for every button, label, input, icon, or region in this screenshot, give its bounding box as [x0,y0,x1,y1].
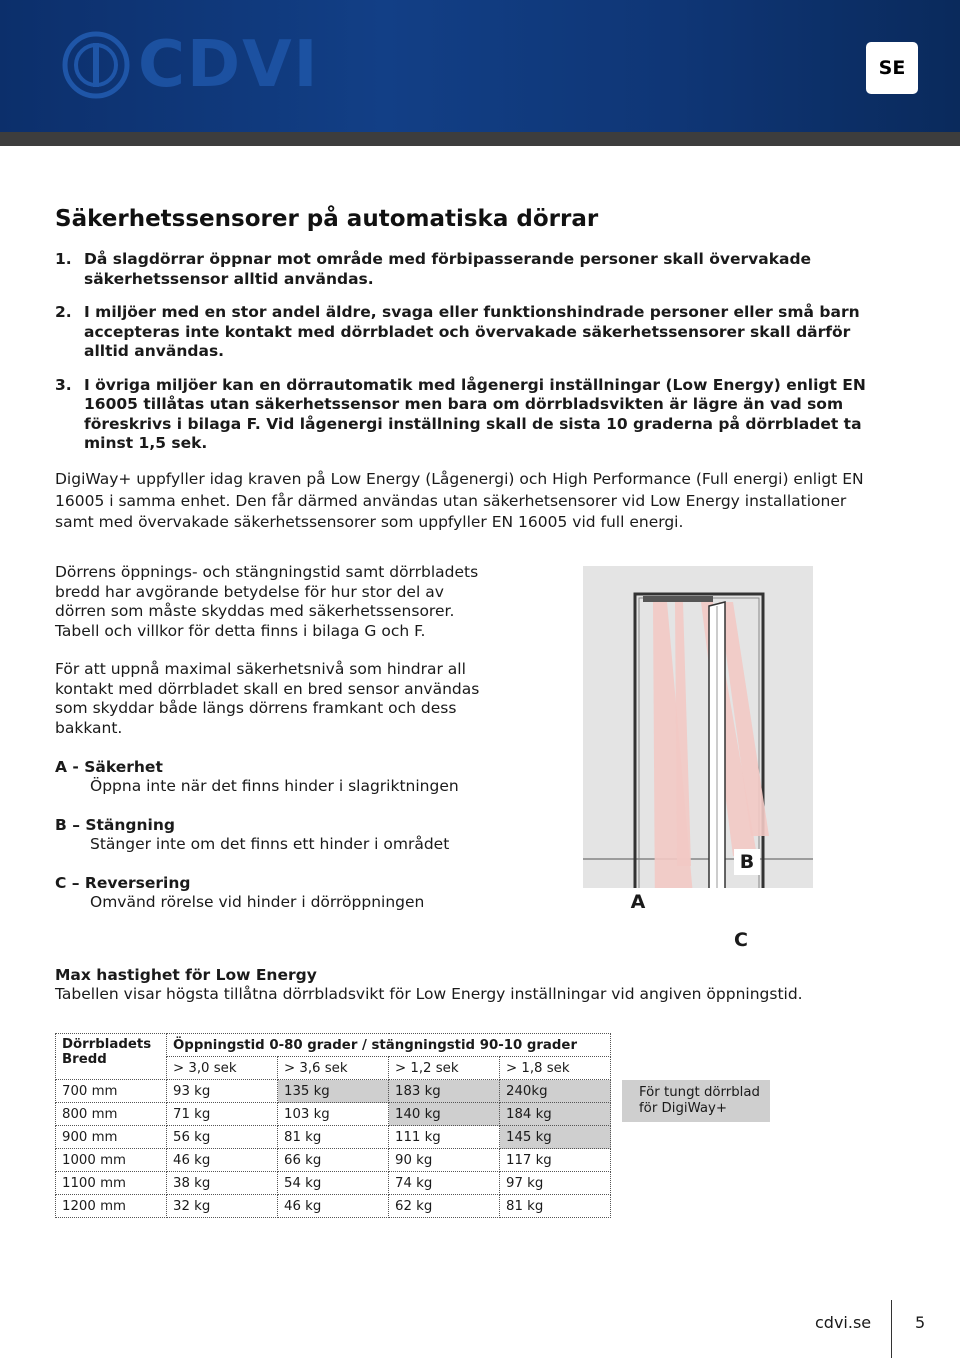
list-item: 1. Då slagdörrar öppnar mot område med förbipasserande personer skall övervakade säkerhetssensor alltid användas. [55,250,812,288]
door-illustration [583,566,813,888]
table-row: 700 mm 93 kg 135 kg 183 kg 240kg [56,1080,611,1103]
subheader-cell: > 3,6 sek [278,1057,389,1080]
logo-text: CDVI [138,28,320,102]
footer-site-link[interactable]: cdvi.se [815,1313,872,1332]
table-row: 1100 mm 38 kg 54 kg 74 kg 97 kg [56,1172,611,1195]
table-row: 1000 mm 46 kg 66 kg 90 kg 117 kg [56,1149,611,1172]
figure-label-a: A [625,889,651,915]
page-header [0,0,960,140]
digiway-paragraph: DigiWay+ uppfyller idag kraven på Low Energy (Lågenergi) och High Performance (Full energi) enligt EN 16005 i samma enhet. Den får därmed användas utan säkerhetsensorer vid Low Energy installationer samt med övervakade säkerhetssensorer som uppfyller EN 16005 vid full energi. [55,470,864,531]
footer-divider [891,1300,892,1358]
weight-table [55,1033,611,1218]
list-item: 3. I övriga miljöer kan en dörrautomatik med lågenergi inställningar (Low Energy) enligt EN 16005 tillåtas utan säkerhetssensor men bara om dörrbladsvikten är lägre än vad som föreskrivs i bilaga F. Vid lågenergi inställning skall de sista 10 graderna på dörrbladet ta minst 1,5 sek. [55,375,866,452]
header-stripe [0,132,960,146]
sensor-beam-a2 [675,602,691,866]
list-item: 2. I miljöer med en stor andel äldre, svaga eller funktionshindrade personer eller små barn accepteras inte kontakt med dörrbladet och övervakade säkerhetssensorer skall därför alltid användas. [55,303,860,360]
maxspeed-heading: Max hastighet för Low Energy [55,966,317,984]
table-header-row [56,1034,611,1057]
language-badge: SE [866,42,918,94]
subheader-cell: > 1,2 sek [389,1057,500,1080]
sensor-b-label: B – Stängning [55,816,175,834]
sensor-a-label: A - Säkerhet [55,758,163,776]
sensor-paragraph: För att uppnå maximal säkerhetsnivå som hindrar all kontakt med dörrbladet skall en bred sensor användas som skyddar både längs dörrens framkant och dess bakkant. [55,660,480,737]
figure-label-c: C [728,927,754,953]
heavy-door-note: För tungt dörrblad för DigiWay+ [622,1080,770,1122]
subheader-cell: > 1,8 sek [500,1057,611,1080]
subheader-cell: > 3,0 sek [167,1057,278,1080]
page-title: Säkerhetssensorer på automatiska dörrar [55,206,599,232]
table-row: 800 mm 71 kg 103 kg 140 kg 184 kg [56,1103,611,1126]
col-width-header: Dörrbladets Bredd [56,1034,167,1080]
maxspeed-desc: Tabellen visar högsta tillåtna dörrbladsvikt för Low Energy inställningar vid angiven öppningstid. [55,985,803,1003]
timing-header: Öppningstid 0-80 grader / stängningstid 90-10 grader [167,1034,611,1057]
sensor-b-desc: Stänger inte om det finns ett hinder i området [90,835,450,853]
table-row: 1200 mm 32 kg 46 kg 62 kg 81 kg [56,1195,611,1218]
logo-emblem-icon [62,31,130,99]
numbered-list [55,250,915,468]
sensor-a-desc: Öppna inte när det finns hinder i slagriktningen [90,777,459,795]
figure-label-b: B [734,849,760,875]
timing-paragraph: Dörrens öppnings- och stängningstid samt dörrbladets bredd har avgörande betydelse för hur stor del av dörren som måste skyddas med säkerhetssensorer. Tabell och villkor för detta finns i bilaga G och F. [55,563,479,640]
sensor-c-desc: Omvänd rörelse vid hinder i dörröppningen [90,893,425,911]
table-row: 900 mm 56 kg 81 kg 111 kg 145 kg [56,1126,611,1149]
page-number: 5 [915,1313,926,1332]
sensor-c-label: C – Reversering [55,874,191,892]
door-diagram [583,566,813,951]
cdvi-logo [62,30,319,100]
